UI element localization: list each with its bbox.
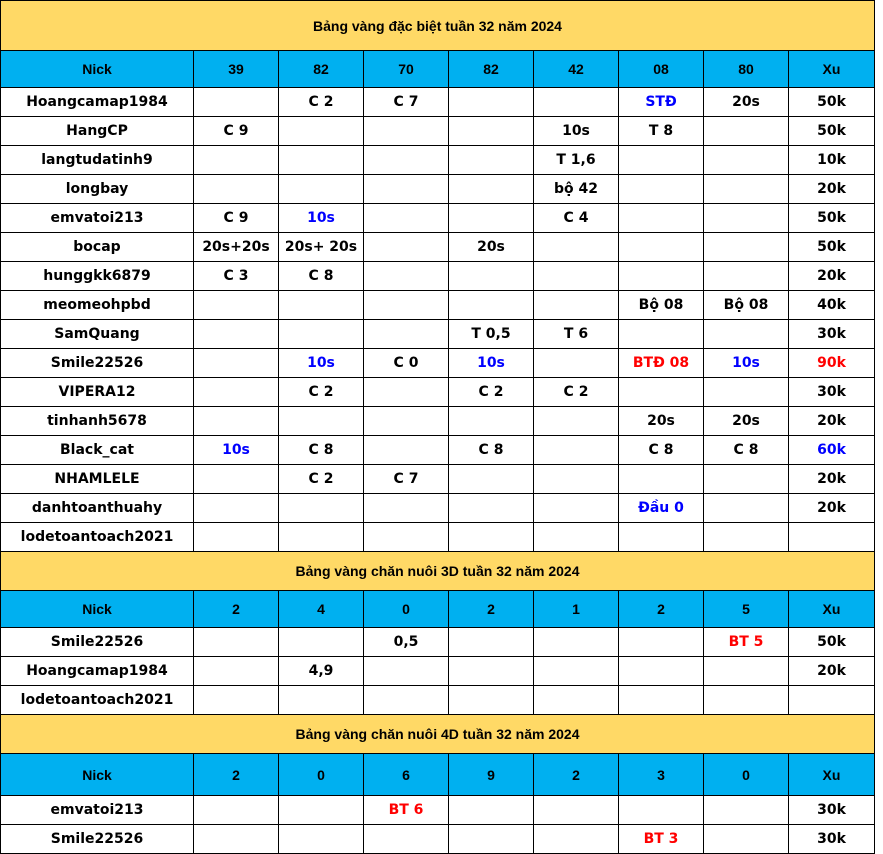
bet-cell: STĐ [619,88,704,117]
bet-cell [194,494,279,523]
bet-cell: 20s [704,407,789,436]
bet-cell: C 7 [364,88,449,117]
bet-cell [279,494,364,523]
bet-cell [364,233,449,262]
bet-cell [279,146,364,175]
column-header-number: 80 [704,51,789,88]
bet-cell [279,686,364,715]
bet-cell [279,628,364,657]
table-row [1,796,875,825]
bet-cell [704,175,789,204]
livestock-3d-table-title: Bảng vàng chăn nuôi 3D tuần 32 năm 2024 [1,552,875,591]
livestock-4d-header-row [1,754,875,796]
bet-cell: 10s [279,204,364,233]
bet-cell: 0,5 [364,628,449,657]
bet-cell [704,494,789,523]
table-row [1,378,875,407]
xu-cell: 20k [789,494,875,523]
bet-cell [534,262,619,291]
table-row [1,436,875,465]
bet-cell [449,407,534,436]
bet-cell: C 8 [279,262,364,291]
bet-cell: C 0 [364,349,449,378]
xu-cell: 20k [789,465,875,494]
bet-cell [534,436,619,465]
livestock-4d-title-row [1,715,875,754]
xu-cell: 20k [789,657,875,686]
bet-cell [364,407,449,436]
bet-cell: BT 6 [364,796,449,825]
bet-cell [534,291,619,320]
bet-cell [704,523,789,552]
bet-cell: C 9 [194,117,279,146]
column-header-number: 82 [279,51,364,88]
bet-cell: C 8 [449,436,534,465]
column-header-number: 4 [279,591,364,628]
nick-cell: Hoangcamap1984 [1,88,194,117]
nick-cell: hunggkk6879 [1,262,194,291]
bet-cell [704,204,789,233]
table-row [1,262,875,291]
bet-cell [194,146,279,175]
nick-cell: emvatoi213 [1,204,194,233]
bet-cell: Đầu 0 [619,494,704,523]
livestock-3d-title-row [1,552,875,591]
nick-cell: NHAMLELE [1,465,194,494]
bet-cell [619,465,704,494]
bet-cell [194,686,279,715]
xu-cell: 40k [789,291,875,320]
bet-cell: C 2 [449,378,534,407]
xu-cell: 50k [789,628,875,657]
column-header-number: 2 [449,591,534,628]
nick-cell: Hoangcamap1984 [1,657,194,686]
bet-cell: C 3 [194,262,279,291]
bet-cell [449,204,534,233]
livestock-4d-table-title: Bảng vàng chăn nuôi 4D tuần 32 năm 2024 [1,715,875,754]
nick-cell: longbay [1,175,194,204]
xu-cell: 20k [789,407,875,436]
bet-cell: BT 3 [619,825,704,854]
column-header-nick: Nick [1,754,194,796]
bet-cell: BTĐ 08 [619,349,704,378]
bet-cell [449,657,534,686]
bet-cell [704,465,789,494]
bet-cell: 20s [449,233,534,262]
bet-cell [619,523,704,552]
bet-cell [534,628,619,657]
bet-cell [619,262,704,291]
column-header-number: 9 [449,754,534,796]
bet-cell [449,146,534,175]
xu-cell: 20k [789,262,875,291]
special-title-row [1,1,875,51]
column-header-number: 0 [704,754,789,796]
column-header-xu: Xu [789,754,875,796]
column-header-number: 2 [194,754,279,796]
bet-cell: T 0,5 [449,320,534,349]
bet-cell [364,320,449,349]
column-header-number: 82 [449,51,534,88]
bet-cell [194,657,279,686]
bet-cell: BT 5 [704,628,789,657]
column-header-number: 0 [364,591,449,628]
bet-cell [704,796,789,825]
table-row [1,657,875,686]
bet-cell [194,523,279,552]
bet-cell [619,146,704,175]
nick-cell: VIPERA12 [1,378,194,407]
bet-cell [619,233,704,262]
xu-cell: 10k [789,146,875,175]
bet-cell: 20s+ 20s [279,233,364,262]
bet-cell [534,657,619,686]
column-header-number: 08 [619,51,704,88]
bet-cell [619,204,704,233]
bet-cell [449,175,534,204]
bet-cell: C 2 [534,378,619,407]
column-header-number: 2 [194,591,279,628]
bet-cell [449,465,534,494]
table-row [1,825,875,854]
table-row [1,465,875,494]
column-header-number: 42 [534,51,619,88]
column-header-number: 5 [704,591,789,628]
bet-cell [279,796,364,825]
bet-cell [194,291,279,320]
column-header-nick: Nick [1,591,194,628]
nick-cell: Smile22526 [1,628,194,657]
bet-cell: C 7 [364,465,449,494]
bet-cell: 10s [449,349,534,378]
bet-cell [449,523,534,552]
bet-cell [449,88,534,117]
bet-cell [449,494,534,523]
bet-cell [194,825,279,854]
bet-cell: C 8 [619,436,704,465]
bet-cell: 10s [704,349,789,378]
bet-cell [364,291,449,320]
nick-cell: emvatoi213 [1,796,194,825]
bet-cell [449,825,534,854]
bet-cell [194,88,279,117]
bet-cell [364,117,449,146]
bet-cell [619,657,704,686]
bet-cell [534,796,619,825]
table-row [1,233,875,262]
bet-cell [534,88,619,117]
xu-cell: 50k [789,117,875,146]
xu-cell: 60k [789,436,875,465]
table-row [1,494,875,523]
bet-cell: T 8 [619,117,704,146]
bet-cell [364,378,449,407]
nick-cell: Smile22526 [1,825,194,854]
bet-cell [279,523,364,552]
bet-cell: 4,9 [279,657,364,686]
column-header-number: 2 [619,591,704,628]
bet-cell [449,291,534,320]
bet-cell [364,523,449,552]
column-header-number: 0 [279,754,364,796]
bet-cell [534,465,619,494]
bet-cell [364,146,449,175]
table-row [1,686,875,715]
bet-cell [279,175,364,204]
xu-cell: 90k [789,349,875,378]
bet-cell [194,175,279,204]
bet-cell [619,320,704,349]
bet-cell [449,117,534,146]
bet-cell [194,465,279,494]
livestock-3d-header-row [1,591,875,628]
table-row [1,88,875,117]
bet-cell: Bộ 08 [619,291,704,320]
bet-cell [449,796,534,825]
bet-cell [194,628,279,657]
column-header-number: 3 [619,754,704,796]
xu-cell: 30k [789,378,875,407]
bet-cell [619,378,704,407]
bet-cell: bộ 42 [534,175,619,204]
bet-cell [194,407,279,436]
bet-cell [619,796,704,825]
bet-cell [449,686,534,715]
bet-cell: C 2 [279,465,364,494]
bet-cell [364,686,449,715]
nick-cell: Black_cat [1,436,194,465]
bet-cell [194,796,279,825]
column-header-nick: Nick [1,51,194,88]
nick-cell: Smile22526 [1,349,194,378]
bet-cell: C 8 [704,436,789,465]
bet-cell [364,825,449,854]
bet-cell [704,233,789,262]
xu-cell [789,686,875,715]
bet-cell [279,117,364,146]
table-row [1,204,875,233]
bet-cell: 20s+20s [194,233,279,262]
bet-cell [194,378,279,407]
xu-cell: 50k [789,88,875,117]
bet-cell [364,262,449,291]
table-row [1,407,875,436]
table-row [1,349,875,378]
bet-cell [704,146,789,175]
column-header-number: 6 [364,754,449,796]
bet-cell [704,320,789,349]
nick-cell: meomeohpbd [1,291,194,320]
column-header-number: 1 [534,591,619,628]
bet-cell [704,825,789,854]
bet-cell [704,686,789,715]
nick-cell: danhtoanthuahy [1,494,194,523]
bet-cell [534,825,619,854]
bet-cell: C 2 [279,88,364,117]
bet-cell: 10s [534,117,619,146]
bet-cell [534,494,619,523]
xu-cell: 20k [789,175,875,204]
bet-cell: T 1,6 [534,146,619,175]
bet-cell [279,291,364,320]
xu-cell: 30k [789,320,875,349]
bet-cell [364,494,449,523]
xu-cell [789,523,875,552]
nick-cell: bocap [1,233,194,262]
table-row [1,117,875,146]
xu-cell: 30k [789,796,875,825]
nick-cell: tinhanh5678 [1,407,194,436]
bet-cell [534,686,619,715]
bet-cell [704,657,789,686]
bet-cell [704,262,789,291]
bet-cell: 10s [279,349,364,378]
table-row [1,628,875,657]
bet-cell [534,349,619,378]
bet-cell: C 9 [194,204,279,233]
xu-cell: 30k [789,825,875,854]
xu-cell: 50k [789,204,875,233]
special-header-row [1,51,875,88]
bet-cell [364,657,449,686]
table-row [1,175,875,204]
column-header-number: 2 [534,754,619,796]
bet-cell [364,204,449,233]
column-header-xu: Xu [789,51,875,88]
bet-cell: 20s [704,88,789,117]
bet-cell [194,320,279,349]
table-row [1,523,875,552]
bet-cell [279,320,364,349]
table-row [1,146,875,175]
bet-cell [534,407,619,436]
bet-cell: T 6 [534,320,619,349]
bet-cell: C 4 [534,204,619,233]
nick-cell: HangCP [1,117,194,146]
column-header-number: 70 [364,51,449,88]
bet-cell [619,628,704,657]
bet-cell [704,117,789,146]
bet-cell [704,378,789,407]
bet-cell: 10s [194,436,279,465]
bet-cell [534,523,619,552]
table-row [1,291,875,320]
column-header-number: 39 [194,51,279,88]
bet-cell [534,233,619,262]
bet-cell: 20s [619,407,704,436]
column-header-xu: Xu [789,591,875,628]
nick-cell: lodetoantoach2021 [1,686,194,715]
special-table-title: Bảng vàng đặc biệt tuần 32 năm 2024 [1,1,875,51]
nick-cell: langtudatinh9 [1,146,194,175]
bet-cell [449,262,534,291]
bet-cell [279,407,364,436]
bet-cell [449,628,534,657]
table-row [1,320,875,349]
bet-cell: Bộ 08 [704,291,789,320]
xu-cell: 50k [789,233,875,262]
bet-cell [364,436,449,465]
bet-cell: C 2 [279,378,364,407]
bet-cell [364,175,449,204]
nick-cell: SamQuang [1,320,194,349]
bet-cell [619,175,704,204]
nick-cell: lodetoantoach2021 [1,523,194,552]
bet-cell [619,686,704,715]
bet-cell [194,349,279,378]
bet-cell [279,825,364,854]
bet-cell: C 8 [279,436,364,465]
